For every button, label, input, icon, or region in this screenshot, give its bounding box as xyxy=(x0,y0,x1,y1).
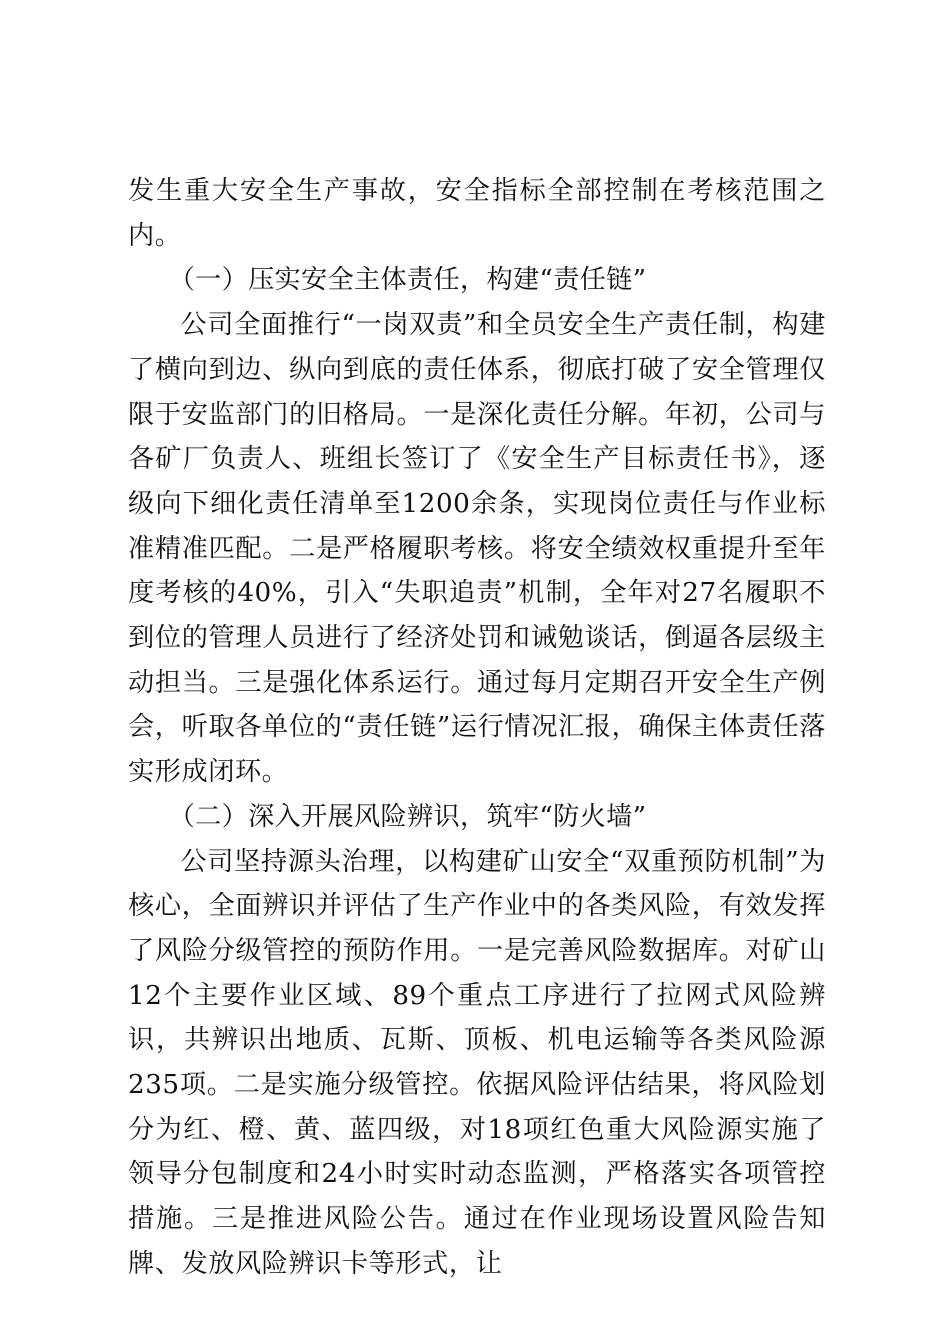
document-page xyxy=(128,169,826,1287)
section-heading-1: （一）压实安全主体责任，构建“责任链” xyxy=(168,265,647,296)
section-heading-2: （二）深入开展风险辨识，筑牢“防火墙” xyxy=(168,801,647,832)
continuation-paragraph: 发生重大安全生产事故，安全指标全部控制在考核范围之内。 xyxy=(128,176,826,251)
section-body-1: 公司全面推行“一岗双责”和全员安全生产责任制，构建了横向到边、纵向到底的责任体系，彻底打破了安全管理仅限于安监部门的旧格局。一是深化责任分解。年初，公司与各矿厂负责人、班组长签订了《安全生产目标责任书》，逐级向下细化责任清单至1200余条，实现岗位责任与作业标准精准匹配。二是严格履职考核。将安全绩效权重提升至年度考核的40%，引入“失职追责”机制，全年对27名履职不到位的管理人员进行了经济处罚和诫勉谈话，倒逼各层级主动担当。三是强化体系运行。通过每月定期召开安全生产例会，听取各单位的“责任链”运行情况汇报，确保主体责任落实形成闭环。 xyxy=(128,310,826,788)
section-body-2: 公司坚持源头治理，以构建矿山安全“双重预防机制”为核心，全面辨识并评估了生产作业中的各类风险，有效发挥了风险分级管控的预防作用。一是完善风险数据库。对矿山12个主要作业区域、89个重点工序进行了拉网式风险辨识，共辨识出地质、瓦斯、顶板、机电运输等各类风险源235项。二是实施分级管控。依据风险评估结果，将风险划分为红、橙、黄、蓝四级，对18项红色重大风险源实施了领导分包制度和24小时实时动态监测，严格落实各项管控措施。三是推进风险公告。通过在作业现场设置风险告知牌、发放风险辨识卡等形式，让 xyxy=(128,846,826,1279)
